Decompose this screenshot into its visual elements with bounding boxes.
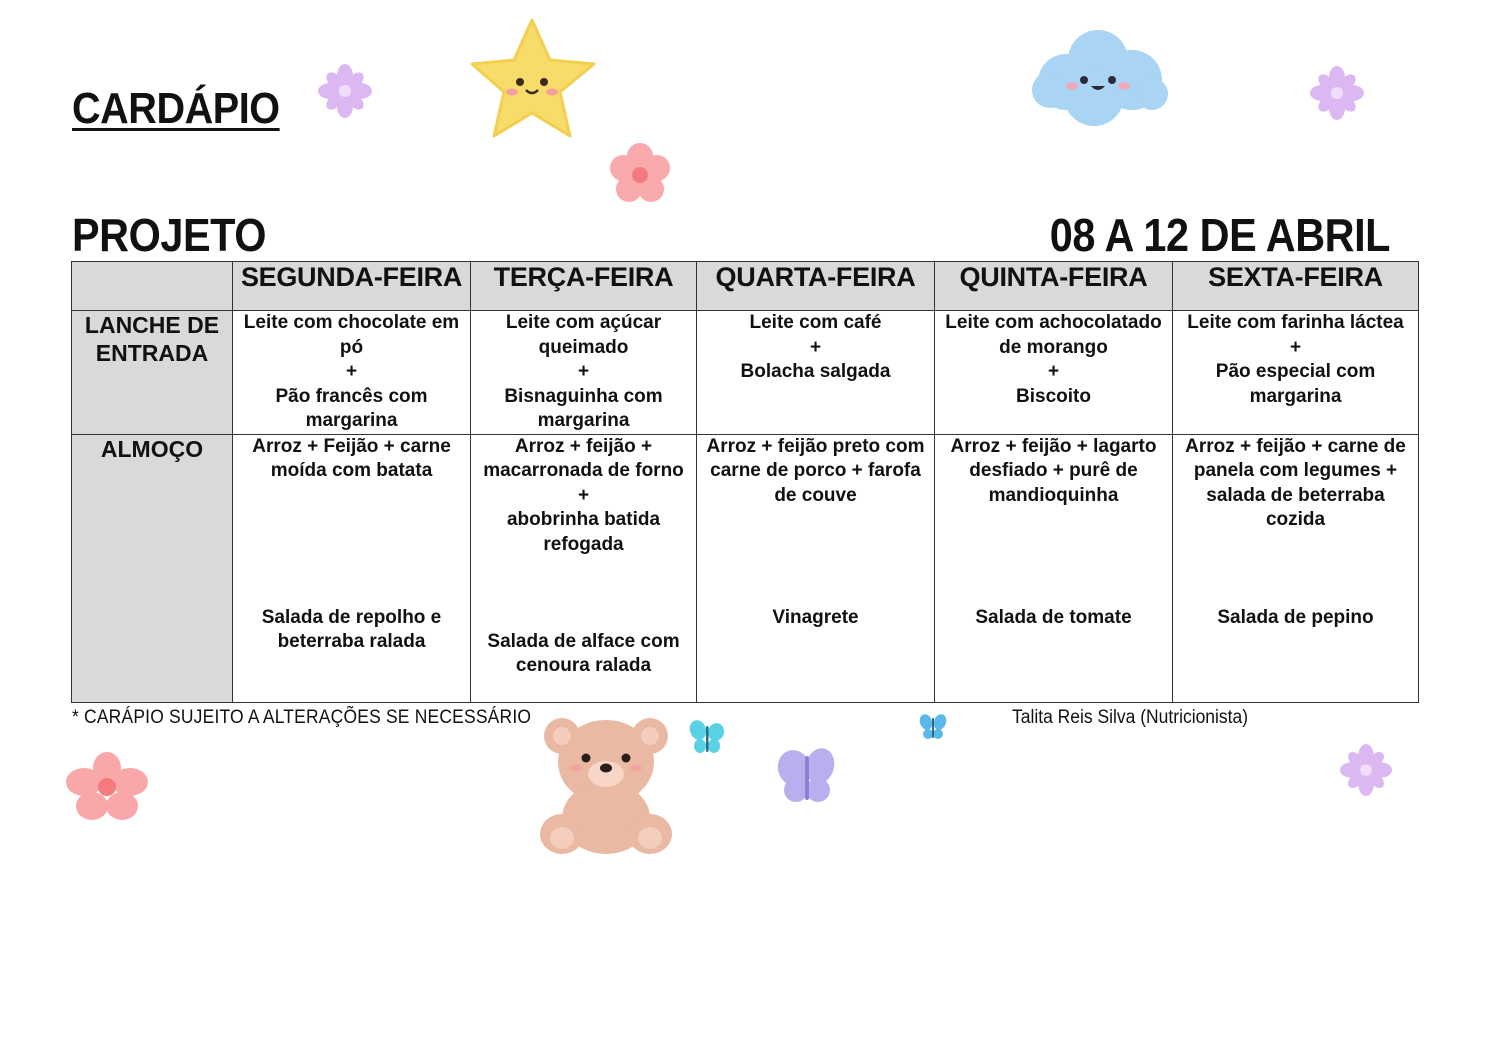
row-header-lanche-line2: ENTRADA [95,340,209,366]
menu-line: Leite com açúcar [505,312,662,333]
menu-line: panela com legumes + [1193,460,1398,481]
almoco-main-dish [941,435,1166,509]
almoco-main-dish [239,435,464,484]
page-title: CARDÁPIO [72,84,280,133]
menu-line: pó [339,336,364,358]
menu-line: Leite com achocolatado [945,312,1162,333]
flower-icon [1310,66,1364,120]
cloud-icon [1028,24,1168,130]
row-header-lanche [72,311,233,435]
day-header-thursday: QUINTA-FEIRA [935,262,1173,311]
menu-line: Arroz + feijão + [514,435,653,457]
menu-line: Salada de tomate [975,606,1132,628]
menu-line: salada de beterraba cozida [1206,484,1385,530]
menu-line: cenoura ralada [515,655,652,676]
lanche-cell-tuesday [471,311,697,435]
menu-line: abobrinha batida [506,509,661,530]
almoco-salad [941,606,1166,631]
menu-line: + [1289,336,1302,358]
row-header-almoco: ALMOÇO [72,434,233,702]
almoco-cell-wednesday [697,434,935,702]
menu-line: Vinagrete [772,606,859,628]
flower-icon [64,752,150,822]
menu-line: Pão francês com [275,385,428,407]
menu-line: margarina [1249,385,1342,407]
lanche-cell-friday [1173,311,1419,435]
butterfly-icon [688,718,726,756]
menu-line: + [809,336,822,358]
almoco-cell-thursday [935,434,1173,702]
menu-line: refogada [543,533,624,555]
lanche-cell-wednesday [697,311,935,435]
menu-line: carne de porco + farofa [710,460,921,481]
menu-line: Salada de repolho e [261,606,442,628]
menu-line: desfiado + purê de [969,460,1138,481]
menu-line: de morango [999,336,1108,358]
menu-line: de couve [774,484,857,506]
butterfly-icon [918,712,948,742]
menu-line: Pão especial com [1215,361,1376,382]
menu-line: Salada de alface com [487,630,680,652]
menu-line: macarronada de forno + [483,460,684,506]
menu-line: Bisnaguinha com [504,385,663,407]
star-icon [470,16,600,144]
menu-line: Arroz + Feijão + carne [252,435,451,457]
menu-line: Leite com farinha láctea [1187,312,1404,333]
teddy-bear-icon [540,710,672,858]
day-header-friday: SEXTA-FEIRA [1173,262,1419,311]
menu-line: Salada de pepino [1217,606,1374,628]
almoco-cell-friday [1173,434,1419,702]
almoco-salad [477,630,690,679]
almoco-main-dish [1179,435,1412,533]
menu-line: beterraba ralada [277,631,426,652]
almoco-salad [239,606,464,655]
row-header-lanche-line1: LANCHE DE [84,312,220,338]
menu-line: Bolacha salgada [740,361,891,382]
almoco-salad [703,606,928,631]
project-label: PROJETO [72,209,266,261]
menu-line: Leite com chocolate em [243,312,460,333]
butterfly-icon [774,744,840,806]
almoco-main-dish [703,435,928,509]
almoco-salad [1179,606,1412,631]
menu-line: mandioquinha [988,484,1119,506]
flower-icon [1340,744,1392,796]
menu-line: Arroz + feijão preto com [706,435,925,457]
menu-line: margarina [537,410,630,431]
menu-line: margarina [305,410,398,431]
menu-line: Leite com café [749,312,882,333]
menu-line: Biscoito [1016,385,1091,407]
menu-line: + [577,361,590,382]
almoco-cell-monday [233,434,471,702]
almoco-main-dish [477,435,690,558]
flower-icon [318,64,372,118]
day-header-wednesday: QUARTA-FEIRA [697,262,935,311]
menu-table [71,261,1419,703]
day-header-monday: SEGUNDA-FEIRA [233,262,471,311]
day-header-tuesday: TERÇA-FEIRA [471,262,697,311]
menu-line: queimado [538,336,629,358]
lanche-cell-thursday [935,311,1173,435]
menu-line: + [345,361,358,382]
table-corner-cell [72,262,233,311]
almoco-cell-tuesday [471,434,697,702]
footnote: * CARÁPIO SUJEITO A ALTERAÇÕES SE NECESSÁRIO [72,707,532,728]
flower-icon [608,142,672,206]
menu-line: + [1047,361,1060,382]
nutritionist-signature: Talita Reis Silva (Nutricionista) [1012,707,1249,728]
menu-line: Arroz + feijão + lagarto [950,435,1157,457]
menu-line: Arroz + feijão + carne de [1185,435,1406,457]
lanche-cell-monday [233,311,471,435]
date-range: 08 A 12 DE ABRIL [1049,209,1390,261]
menu-line: moída com batata [270,460,433,481]
